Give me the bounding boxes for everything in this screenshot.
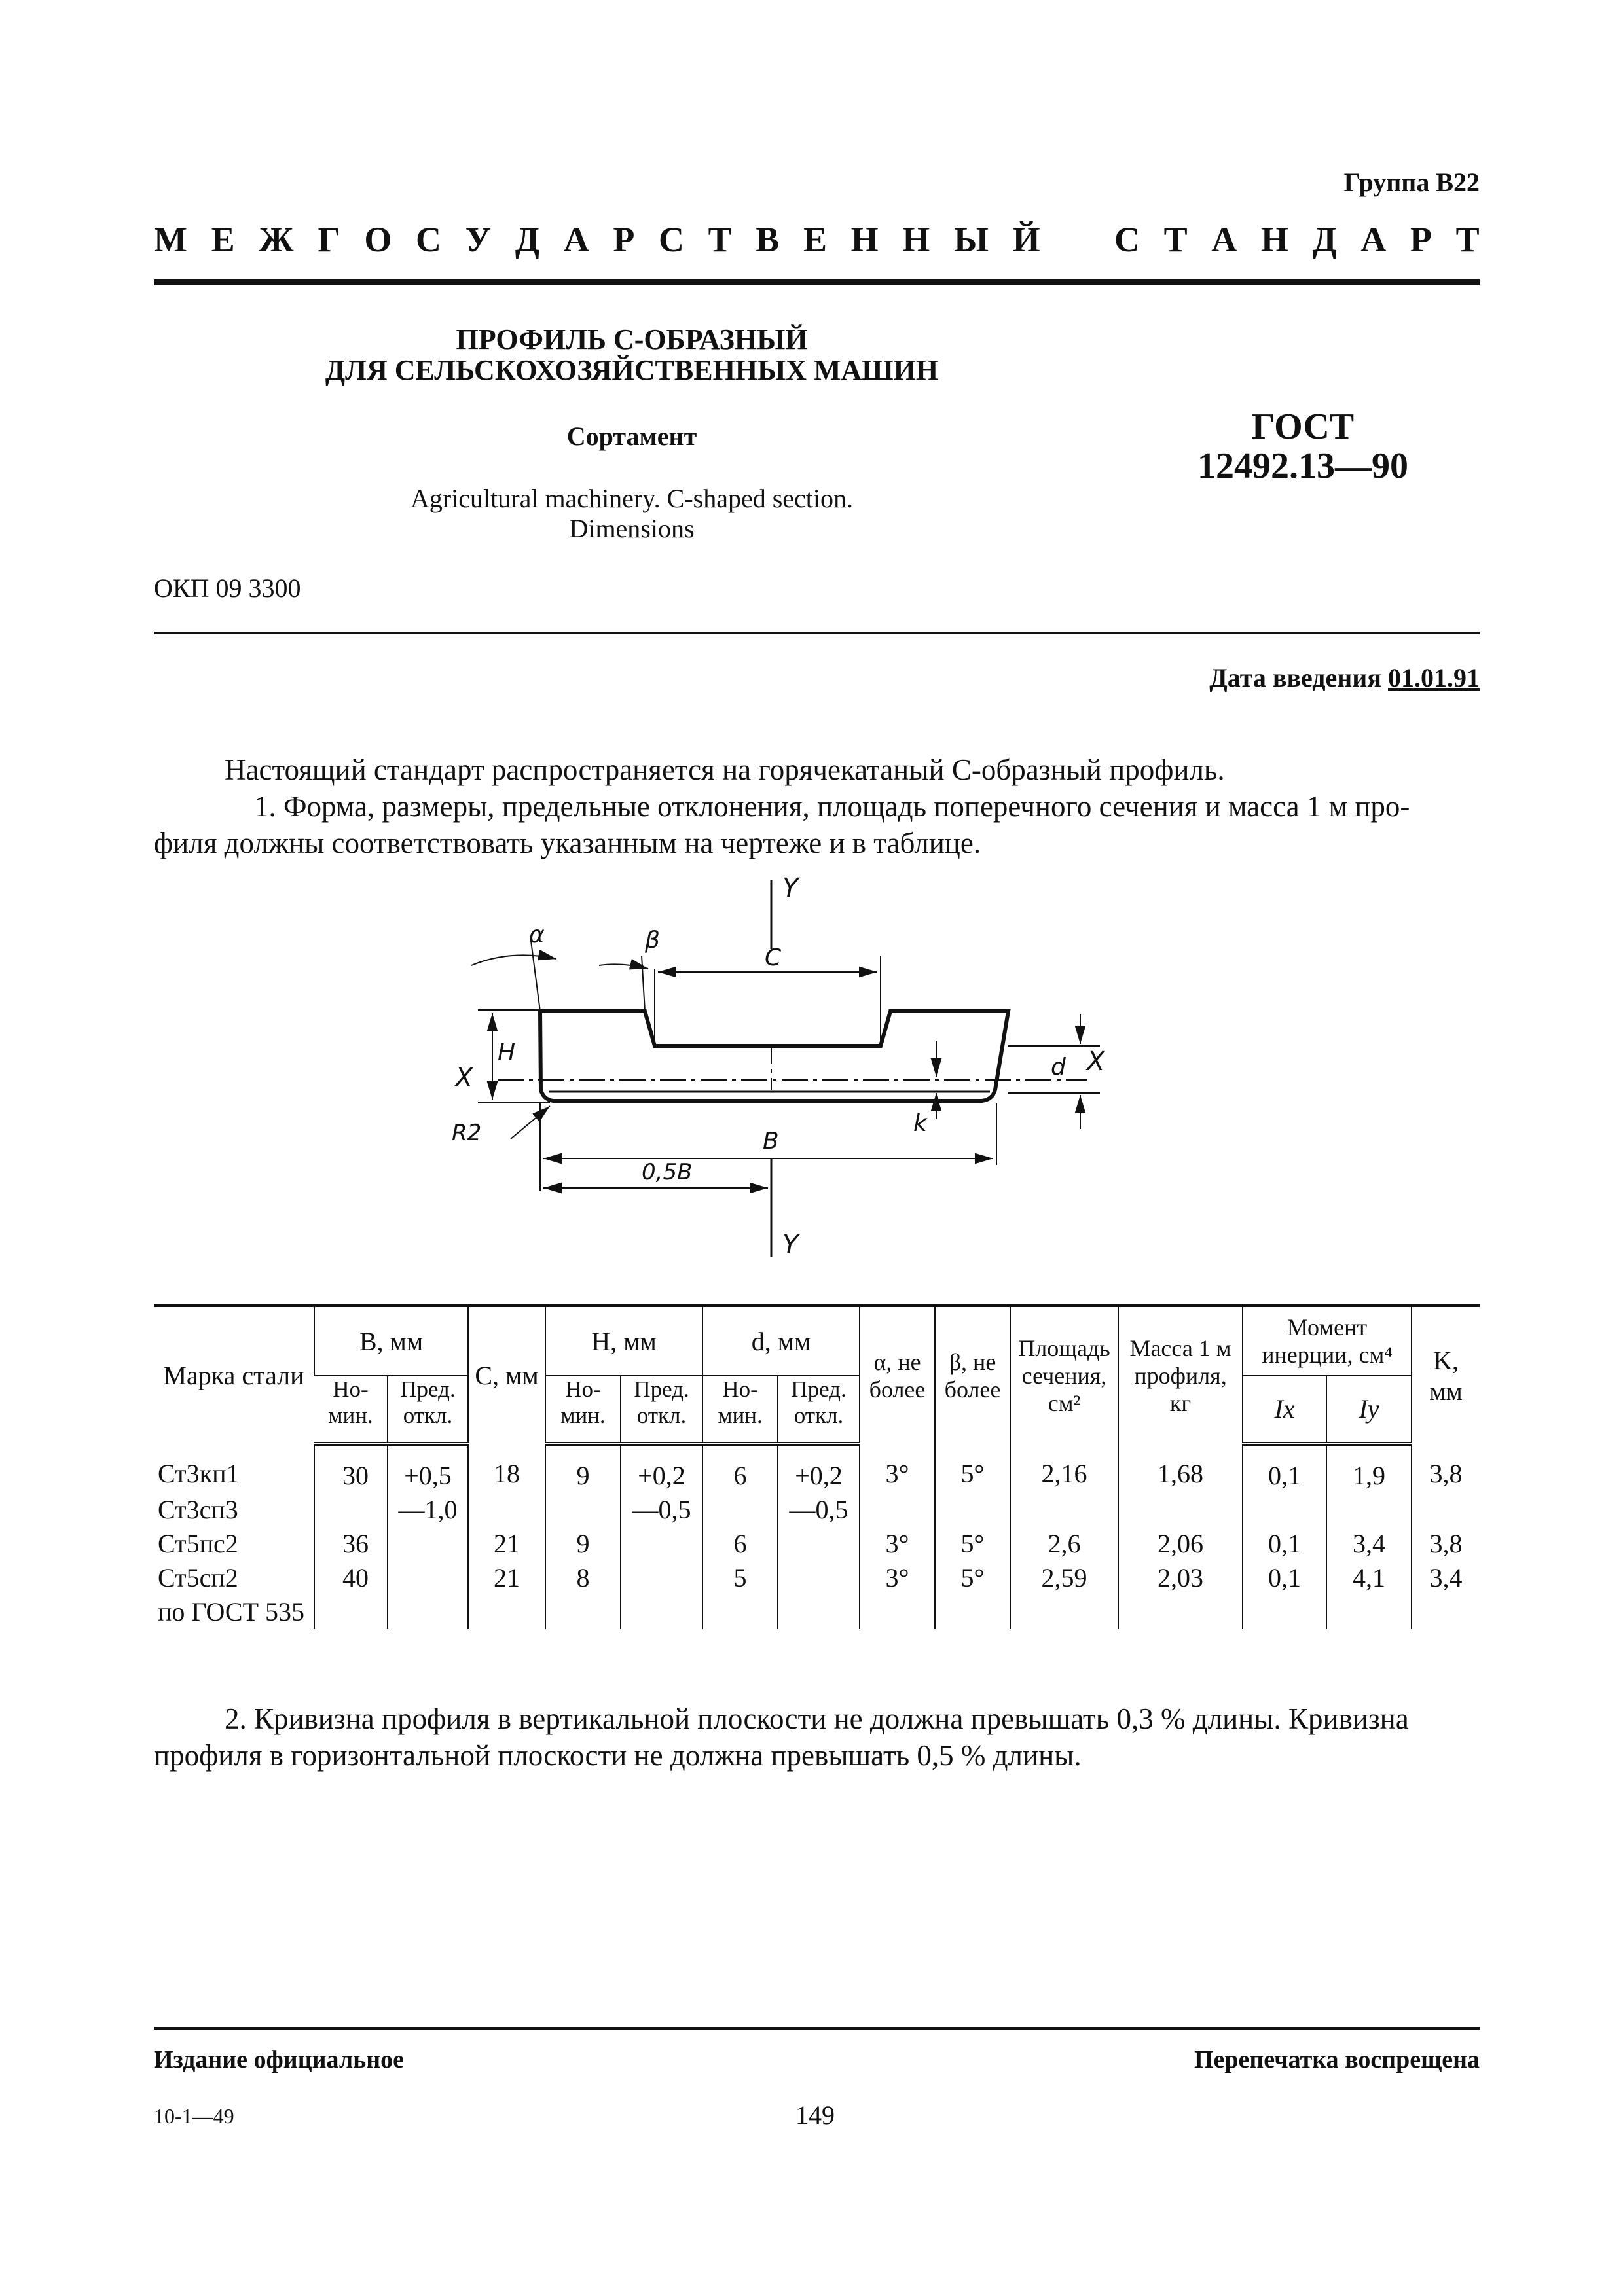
cell-mass: 2,06 xyxy=(1118,1527,1243,1561)
page-number: 149 xyxy=(795,2100,835,2130)
cell-h-nom xyxy=(545,1595,621,1629)
banner-letter: Г xyxy=(318,220,340,259)
cell-beta xyxy=(935,1595,1010,1629)
doc-title-line1: ПРОФИЛЬ С-ОБРАЗНЫЙ xyxy=(456,323,808,355)
banner-letter: А xyxy=(1360,220,1387,259)
cell-alpha: 3° xyxy=(860,1444,935,1493)
cell-d-nom xyxy=(702,1595,778,1629)
cell-d-nom xyxy=(702,1493,778,1527)
table-row xyxy=(154,1561,1480,1595)
cell-b-tol: +0,5 xyxy=(388,1444,468,1493)
cell-iy xyxy=(1326,1595,1412,1629)
cell-steel: по ГОСТ 535 xyxy=(158,1597,305,1626)
cell-beta: 5° xyxy=(935,1561,1010,1595)
header-area: Площадь сечения, см² xyxy=(1010,1306,1118,1444)
label-y-bottom: Y xyxy=(782,1230,799,1260)
header-h: H, мм xyxy=(545,1306,702,1376)
header-beta: β, не более xyxy=(935,1306,1010,1444)
introduction-date xyxy=(982,662,1480,693)
cell-area: 2,6 xyxy=(1010,1527,1118,1561)
table-row xyxy=(154,1527,1480,1561)
banner-letter: Р xyxy=(613,220,635,259)
header-d: d, мм xyxy=(702,1306,860,1376)
cell-c xyxy=(468,1595,545,1629)
item2-line1: 2. Кривизна профиля в вертикальной плоскости не должна превышать 0,3 % длины. Кривизна xyxy=(225,1702,1409,1735)
cell-mass: 2,03 xyxy=(1118,1561,1243,1595)
cell-h-tol xyxy=(621,1595,702,1629)
label-c: C xyxy=(765,944,782,971)
cell-iy: 3,4 xyxy=(1326,1527,1412,1561)
cell-c xyxy=(468,1493,545,1527)
label-b: B xyxy=(763,1128,779,1155)
cell-ix: 0,1 xyxy=(1243,1444,1326,1493)
banner-letter: С xyxy=(415,220,441,259)
label-half-b: 0,5B xyxy=(642,1159,693,1185)
cell-d-tol xyxy=(778,1561,860,1595)
header-b-nom: Но-мин. xyxy=(314,1376,388,1444)
profile-drawing xyxy=(426,870,1133,1263)
cell-b-nom xyxy=(314,1595,388,1629)
cell-c: 21 xyxy=(468,1561,545,1595)
cell-steel: Ст3кп1 xyxy=(158,1459,240,1488)
doc-subtitle: Сортамент xyxy=(566,422,697,451)
cell-ix: 0,1 xyxy=(1243,1561,1326,1595)
footer-edition: Издание официальное xyxy=(154,2046,405,2073)
cell-beta: 5° xyxy=(935,1527,1010,1561)
label-k: k xyxy=(913,1110,927,1137)
cell-ix: 0,1 xyxy=(1243,1527,1326,1561)
intro-paragraph: Настоящий стандарт распространяется на горячекатаный С-образный профиль. xyxy=(225,753,1225,786)
cell-d-tol xyxy=(778,1527,860,1561)
cell-area: 2,59 xyxy=(1010,1561,1118,1595)
cell-h-nom xyxy=(545,1493,621,1527)
cell-c: 21 xyxy=(468,1527,545,1561)
banner-letter: В xyxy=(756,220,780,259)
header-ix: Ix xyxy=(1243,1376,1326,1444)
cell-steel: Ст3сп3 xyxy=(158,1495,238,1524)
cell-mass: 1,68 xyxy=(1118,1444,1243,1493)
cell-beta: 5° xyxy=(935,1444,1010,1493)
cell-alpha: 3° xyxy=(860,1561,935,1595)
header-mass: Масса 1 м профиля, кг xyxy=(1118,1306,1243,1444)
footer-rule xyxy=(154,2027,1480,2030)
banner-letter: Д xyxy=(1312,220,1337,259)
profile-outline xyxy=(540,1011,1008,1101)
cell-ix xyxy=(1243,1595,1326,1629)
banner-letter: Ж xyxy=(259,220,294,259)
banner-letter: А xyxy=(563,220,589,259)
cell-area xyxy=(1010,1595,1118,1629)
cell-d-nom: 6 xyxy=(702,1527,778,1561)
header-bottom-rule xyxy=(154,632,1480,634)
label-x-right: X xyxy=(1087,1047,1105,1077)
cell-d-tol: +0,2 xyxy=(778,1444,860,1493)
cell-h-tol: +0,2 xyxy=(621,1444,702,1493)
header-b-tol: Пред. откл. xyxy=(388,1376,468,1444)
footer-reprint-notice: Перепечатка воспрещена xyxy=(1194,2046,1480,2073)
header-d-tol: Пред. откл. xyxy=(778,1376,860,1444)
english-title-line2: Dimensions xyxy=(569,514,695,543)
cell-mass xyxy=(1118,1595,1243,1629)
cell-b-nom xyxy=(314,1493,388,1527)
banner-letter: Т xyxy=(708,220,732,259)
banner-letter: Ы xyxy=(953,220,989,259)
header-d-nom: Но-мин. xyxy=(702,1376,778,1444)
banner-letter: Н xyxy=(1260,220,1288,259)
cell-h-tol: —0,5 xyxy=(621,1493,702,1527)
banner-letter xyxy=(1064,219,1090,272)
cell-h-nom: 9 xyxy=(545,1527,621,1561)
header-moment: Момент инерции, см⁴ xyxy=(1243,1306,1412,1376)
header-iy: Iy xyxy=(1326,1376,1412,1444)
banner-letter: Н xyxy=(902,220,930,259)
table-row xyxy=(154,1595,1480,1629)
label-h: H xyxy=(498,1039,516,1066)
okp-code: ОКП 09 3300 xyxy=(154,573,301,603)
cell-h-tol xyxy=(621,1527,702,1561)
group-code: Группа В22 xyxy=(1343,168,1480,197)
cell-k: 3,4 xyxy=(1412,1561,1480,1595)
label-r2: R2 xyxy=(452,1120,482,1146)
banner-letter: С xyxy=(1114,220,1140,259)
header-h-nom: Но-мин. xyxy=(545,1376,621,1444)
standard-banner xyxy=(154,219,1480,272)
specifications-table xyxy=(154,1304,1480,1629)
cell-steel: Ст5пс2 xyxy=(158,1529,238,1558)
cell-h-nom: 9 xyxy=(545,1444,621,1493)
cell-mass xyxy=(1118,1493,1243,1527)
cell-b-tol xyxy=(388,1561,468,1595)
banner-letter: М xyxy=(154,220,187,259)
label-d: d xyxy=(1051,1054,1066,1081)
cell-d-tol: —0,5 xyxy=(778,1493,860,1527)
date-label: Дата введения xyxy=(1209,663,1381,692)
banner-letter: Р xyxy=(1410,220,1432,259)
cell-iy xyxy=(1326,1493,1412,1527)
label-x-left: X xyxy=(455,1063,473,1093)
cell-area: 2,16 xyxy=(1010,1444,1118,1493)
cell-b-tol xyxy=(388,1595,468,1629)
cell-k: 3,8 xyxy=(1412,1444,1480,1493)
cell-iy: 1,9 xyxy=(1326,1444,1412,1493)
cell-iy: 4,1 xyxy=(1326,1561,1412,1595)
label-alpha: α xyxy=(529,922,545,948)
cell-d-nom: 5 xyxy=(702,1561,778,1595)
banner-letter: Д xyxy=(515,220,540,259)
banner-letter: А xyxy=(1211,220,1237,259)
item1-line1: 1. Форма, размеры, предельные отклонения, площадь поперечного сечения и масса 1 м про- xyxy=(254,790,1410,823)
table-row xyxy=(154,1493,1480,1527)
banner-letter: Н xyxy=(850,220,879,259)
date-value: 01.01.91 xyxy=(1388,663,1480,692)
header-steel: Марка стали xyxy=(154,1306,314,1444)
header-alpha: α, не более xyxy=(860,1306,935,1444)
cell-c: 18 xyxy=(468,1444,545,1493)
cell-b-nom: 40 xyxy=(314,1561,388,1595)
header-h-tol: Пред. откл. xyxy=(621,1376,702,1444)
banner-letter: Й xyxy=(1012,220,1040,259)
cell-h-nom: 8 xyxy=(545,1561,621,1595)
banner-letter: Е xyxy=(211,220,235,259)
cell-ix xyxy=(1243,1493,1326,1527)
cell-beta xyxy=(935,1493,1010,1527)
banner-letter: С xyxy=(658,220,684,259)
cell-b-tol xyxy=(388,1527,468,1561)
item1-line2: филя должны соответствовать указанным на чертеже и в таблице. xyxy=(154,827,981,859)
label-beta: β xyxy=(645,927,660,954)
banner-letter: Е xyxy=(803,220,827,259)
cell-k: 3,8 xyxy=(1412,1527,1480,1561)
cell-k xyxy=(1412,1595,1480,1629)
cell-alpha xyxy=(860,1595,935,1629)
header-rule xyxy=(154,279,1480,285)
cell-alpha xyxy=(860,1493,935,1527)
banner-letter: У xyxy=(465,220,492,259)
banner-letter: Т xyxy=(1163,220,1188,259)
banner-letter: О xyxy=(364,220,392,259)
table-body xyxy=(154,1444,1480,1629)
item2-line2: профиля в горизонтальной плоскости не должна превышать 0,5 % длины. xyxy=(154,1739,1082,1772)
gost-number: 12492.13—90 xyxy=(1197,446,1408,486)
cell-d-nom: 6 xyxy=(702,1444,778,1493)
cell-b-tol: —1,0 xyxy=(388,1493,468,1527)
header-c: C, мм xyxy=(468,1306,545,1444)
footer-code: 10-1—49 xyxy=(154,2104,234,2128)
gost-label: ГОСТ xyxy=(1251,406,1355,447)
cell-h-tol xyxy=(621,1561,702,1595)
cell-d-tol xyxy=(778,1595,860,1629)
label-y-top: Y xyxy=(782,873,799,903)
doc-title-line2: ДЛЯ СЕЛЬСКОХОЗЯЙСТВЕННЫХ МАШИН xyxy=(325,354,939,386)
banner-letter: Т xyxy=(1455,220,1480,259)
cell-steel: Ст5сп2 xyxy=(158,1563,238,1592)
cell-alpha: 3° xyxy=(860,1527,935,1561)
cell-area xyxy=(1010,1493,1118,1527)
cell-b-nom: 36 xyxy=(314,1527,388,1561)
header-b: B, мм xyxy=(314,1306,468,1376)
english-title-line1: Agricultural machinery. C-shaped section. xyxy=(410,484,854,513)
cell-k xyxy=(1412,1493,1480,1527)
cell-b-nom: 30 xyxy=(314,1444,388,1493)
header-k: K, мм xyxy=(1412,1306,1480,1444)
table-row xyxy=(154,1444,1480,1493)
